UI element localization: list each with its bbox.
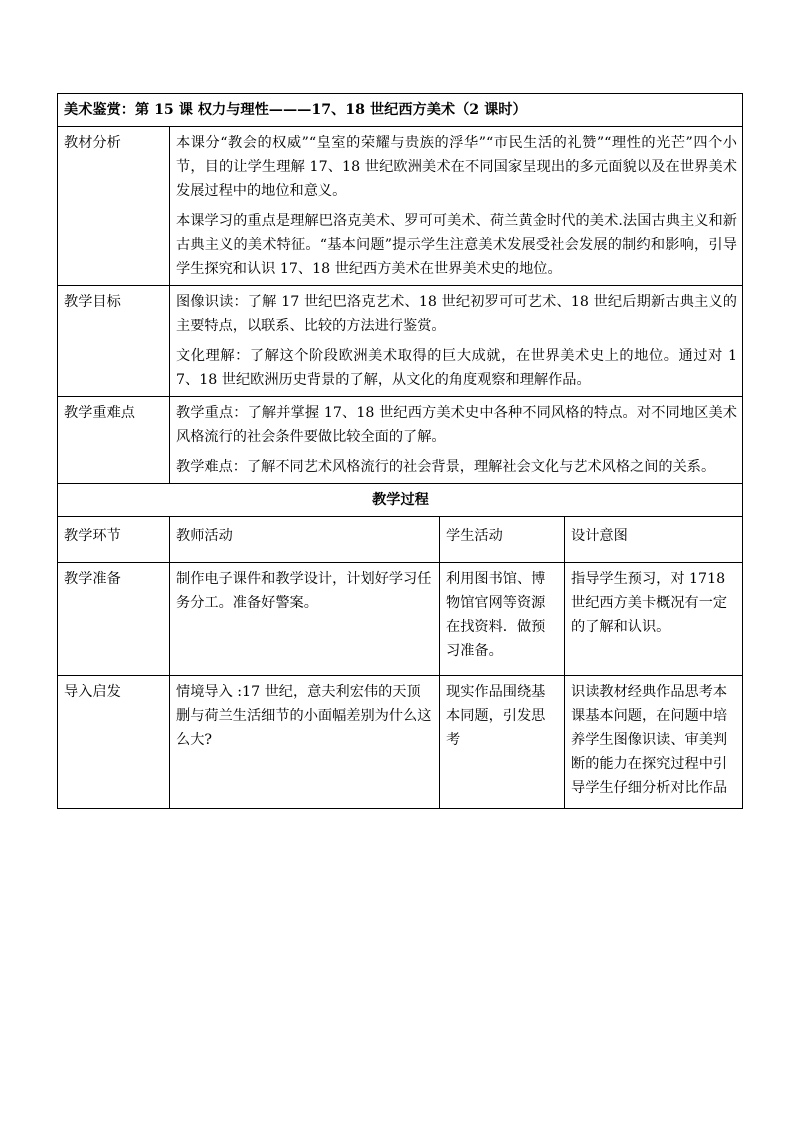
paragraph: 教学难点：了解不同艺术风格流行的社会背景，理解社会文化与艺术风格之间的关系。 <box>176 459 716 475</box>
column-header-student-activity: 学生活动 <box>440 517 565 563</box>
paragraph: 本课分“教会的权威”“皇室的荣耀与贵族的浮华”“市民生活的礼赞”“理性的光芒”四个小节，目的让学生理解 17、18 世纪欧洲美术在不同国家呈现出的多元面貌以及在世界美术发展过程中的地位和意义。 <box>176 135 737 199</box>
table-row <box>58 676 743 809</box>
lesson-title: 美术鉴赏：第 15 课 权力与理性———17、18 世纪西方美术（2 课时） <box>58 94 743 127</box>
paragraph: 教学重点：了解并掌握 17、18 世纪西方美术史中各种不同风格的特点。对不同地区美术风格流行的社会条件要做比较全面的了解。 <box>176 405 737 445</box>
lesson-plan-table <box>57 93 743 809</box>
table-cell-student-activity: 利用图书馆、博物馆官网等资源在找资料．做预习准备。 <box>440 563 565 676</box>
table-cell-teacher-activity: 情境导入 :17 世纪，意夫利宏伟的天顶删与荷兰生活细节的小面幅差别为什么这么大? <box>170 676 440 809</box>
paragraph: 文化理解：了解这个阶段欧洲美术取得的巨大成就，在世界美术史上的地位。通过对 17、18 世纪欧洲历史背景的了解，从文化的角度观察和理解作品。 <box>176 348 737 388</box>
table-row <box>58 563 743 676</box>
section-heading: 教学过程 <box>58 484 743 517</box>
info-row-textbook-analysis <box>58 127 743 286</box>
table-cell-design-intent: 指导学生预习，对 1718 世纪西方美卡概况有一定的了解和认识。 <box>565 563 743 676</box>
table-cell-student-activity: 现实作品围绕基本同题，引发思考 <box>440 676 565 809</box>
column-header-stage: 教学环节 <box>58 517 170 563</box>
section-heading-row <box>58 484 743 517</box>
paragraph: 图像识读：了解 17 世纪巴洛克艺术、18 世纪初罗可可艺术、18 世纪后期新古典主义的主要特点，以联系、比较的方法进行鉴赏。 <box>176 294 737 334</box>
row-content-teaching-goals <box>170 286 743 397</box>
row-content-textbook-analysis <box>170 127 743 286</box>
info-row-key-points <box>58 397 743 484</box>
column-header-teacher-activity: 教师活动 <box>170 517 440 563</box>
info-row-teaching-goals <box>58 286 743 397</box>
row-label-textbook-analysis: 教材分析 <box>58 127 170 286</box>
row-label-key-points: 教学重难点 <box>58 397 170 484</box>
row-label-teaching-goals: 教学目标 <box>58 286 170 397</box>
table-cell-design-intent: 识读教材经典作品思考本课基本问题，在问题中培养学生图像识读、审美判断的能力在探究过程中引导学生仔细分析对比作品 <box>565 676 743 809</box>
table-cell-stage: 教学准备 <box>58 563 170 676</box>
process-header-row <box>58 517 743 563</box>
column-header-design-intent: 设计意图 <box>565 517 743 563</box>
table-cell-stage: 导入启发 <box>58 676 170 809</box>
title-row <box>58 94 743 127</box>
row-content-key-points <box>170 397 743 484</box>
paragraph: 本课学习的重点是理解巴洛克美术、罗可可美术、荷兰黄金时代的美术.法国古典主义和新古典主义的美术特征。“基本问题”提示学生注意美术发展受社会发展的制约和影响，引导学生探究和认识 17、18 世纪西方美术在世界美术史的地位。 <box>176 213 737 277</box>
table-cell-teacher-activity: 制作电子课件和教学设计，计划好学习任务分工。准备好警案。 <box>170 563 440 676</box>
